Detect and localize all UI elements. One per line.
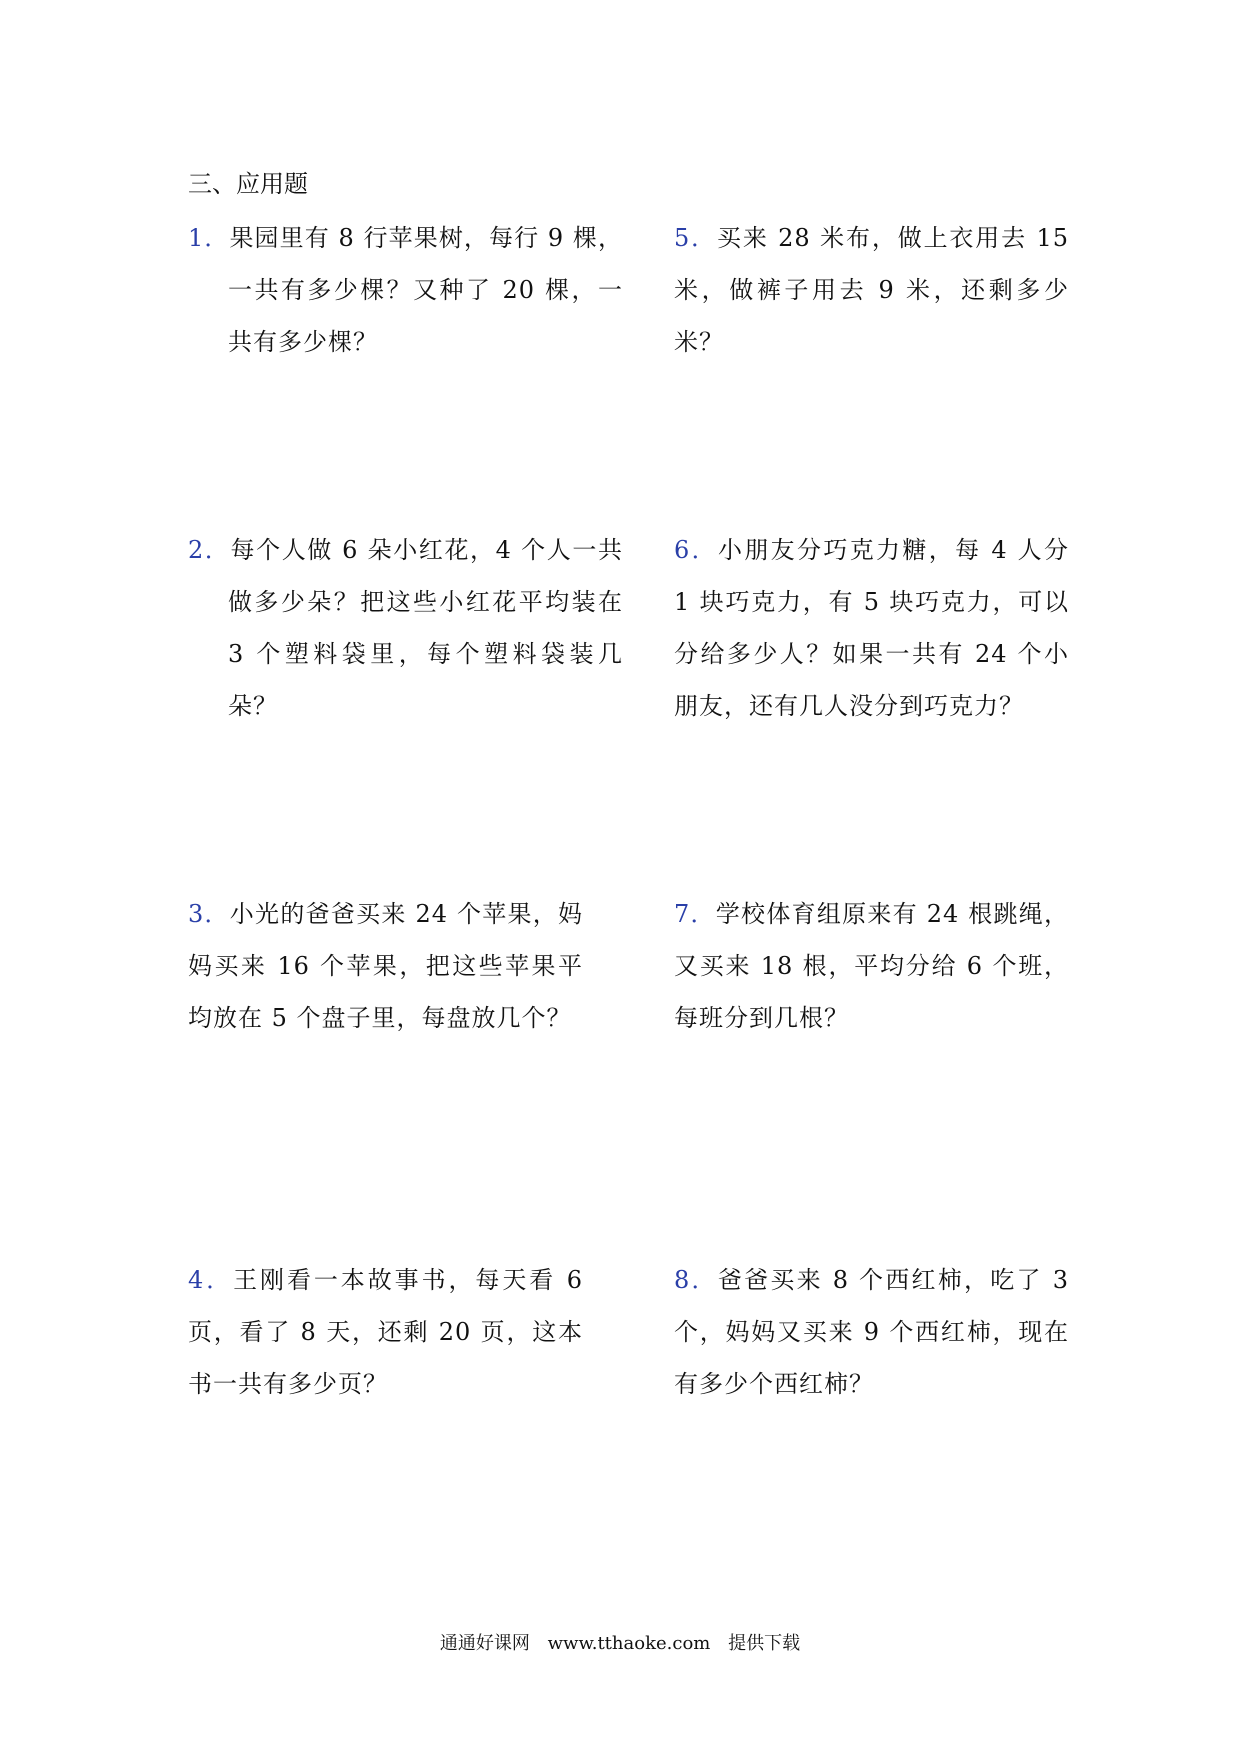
problem-text: 果园里有 8 行苹果树，每行 9 棵，一共有多少棵？又种了 20 棵，一共有多少棵？ (228, 224, 623, 356)
problem-number: 7． (674, 900, 716, 928)
footer-suffix: 提供下载 (728, 1633, 801, 1654)
problem-1 (188, 212, 623, 368)
problem-number: 8． (674, 1266, 718, 1294)
problem-text: 每个人做 6 朵小红花，4 个人一共做多少朵？把这些小红花平均装在 3 个塑料袋里，每个塑料袋装几朵？ (228, 536, 623, 720)
problem-7 (674, 888, 1069, 1044)
footer-url[interactable]: www.tthaoke.com (547, 1633, 711, 1654)
problem-text: 小朋友分巧克力糖，每 4 人分 1 块巧克力，有 5 块巧克力，可以分给多少人？如果一共有 24 个小朋友，还有几人没分到巧克力？ (674, 536, 1069, 720)
problem-number: 1． (188, 224, 230, 252)
problem-text: 王刚看一本故事书，每天看 6 页，看了 8 天，还剩 20 页，这本书一共有多少页？ (188, 1266, 583, 1398)
problem-text: 买来 28 米布，做上衣用去 15 米，做裤子用去 9 米，还剩多少米？ (674, 224, 1069, 356)
page-footer (0, 1632, 1240, 1656)
problem-number: 3． (188, 900, 230, 928)
problem-text: 小光的爸爸买来 24 个苹果，妈妈买来 16 个苹果，把这些苹果平均放在 5 个盘子里，每盘放几个？ (188, 900, 583, 1032)
problem-text: 学校体育组原来有 24 根跳绳，又买来 18 根，平均分给 6 个班，每班分到几根？ (674, 900, 1069, 1032)
problem-6 (674, 524, 1069, 732)
problem-text: 爸爸买来 8 个西红柿，吃了 3 个，妈妈又买来 9 个西红柿，现在有多少个西红柿？ (674, 1266, 1069, 1398)
problem-8 (674, 1254, 1069, 1410)
problem-number: 4． (188, 1266, 234, 1294)
problem-5 (674, 212, 1069, 368)
problem-number: 2． (188, 536, 231, 564)
section-title: 三、应用题 (188, 170, 308, 198)
footer-site-name: 通通好课网 (439, 1633, 530, 1654)
problem-number: 5． (674, 224, 717, 252)
problem-3 (188, 888, 583, 1044)
problem-2 (188, 524, 623, 732)
problem-number: 6． (674, 536, 718, 564)
problem-4 (188, 1254, 583, 1410)
